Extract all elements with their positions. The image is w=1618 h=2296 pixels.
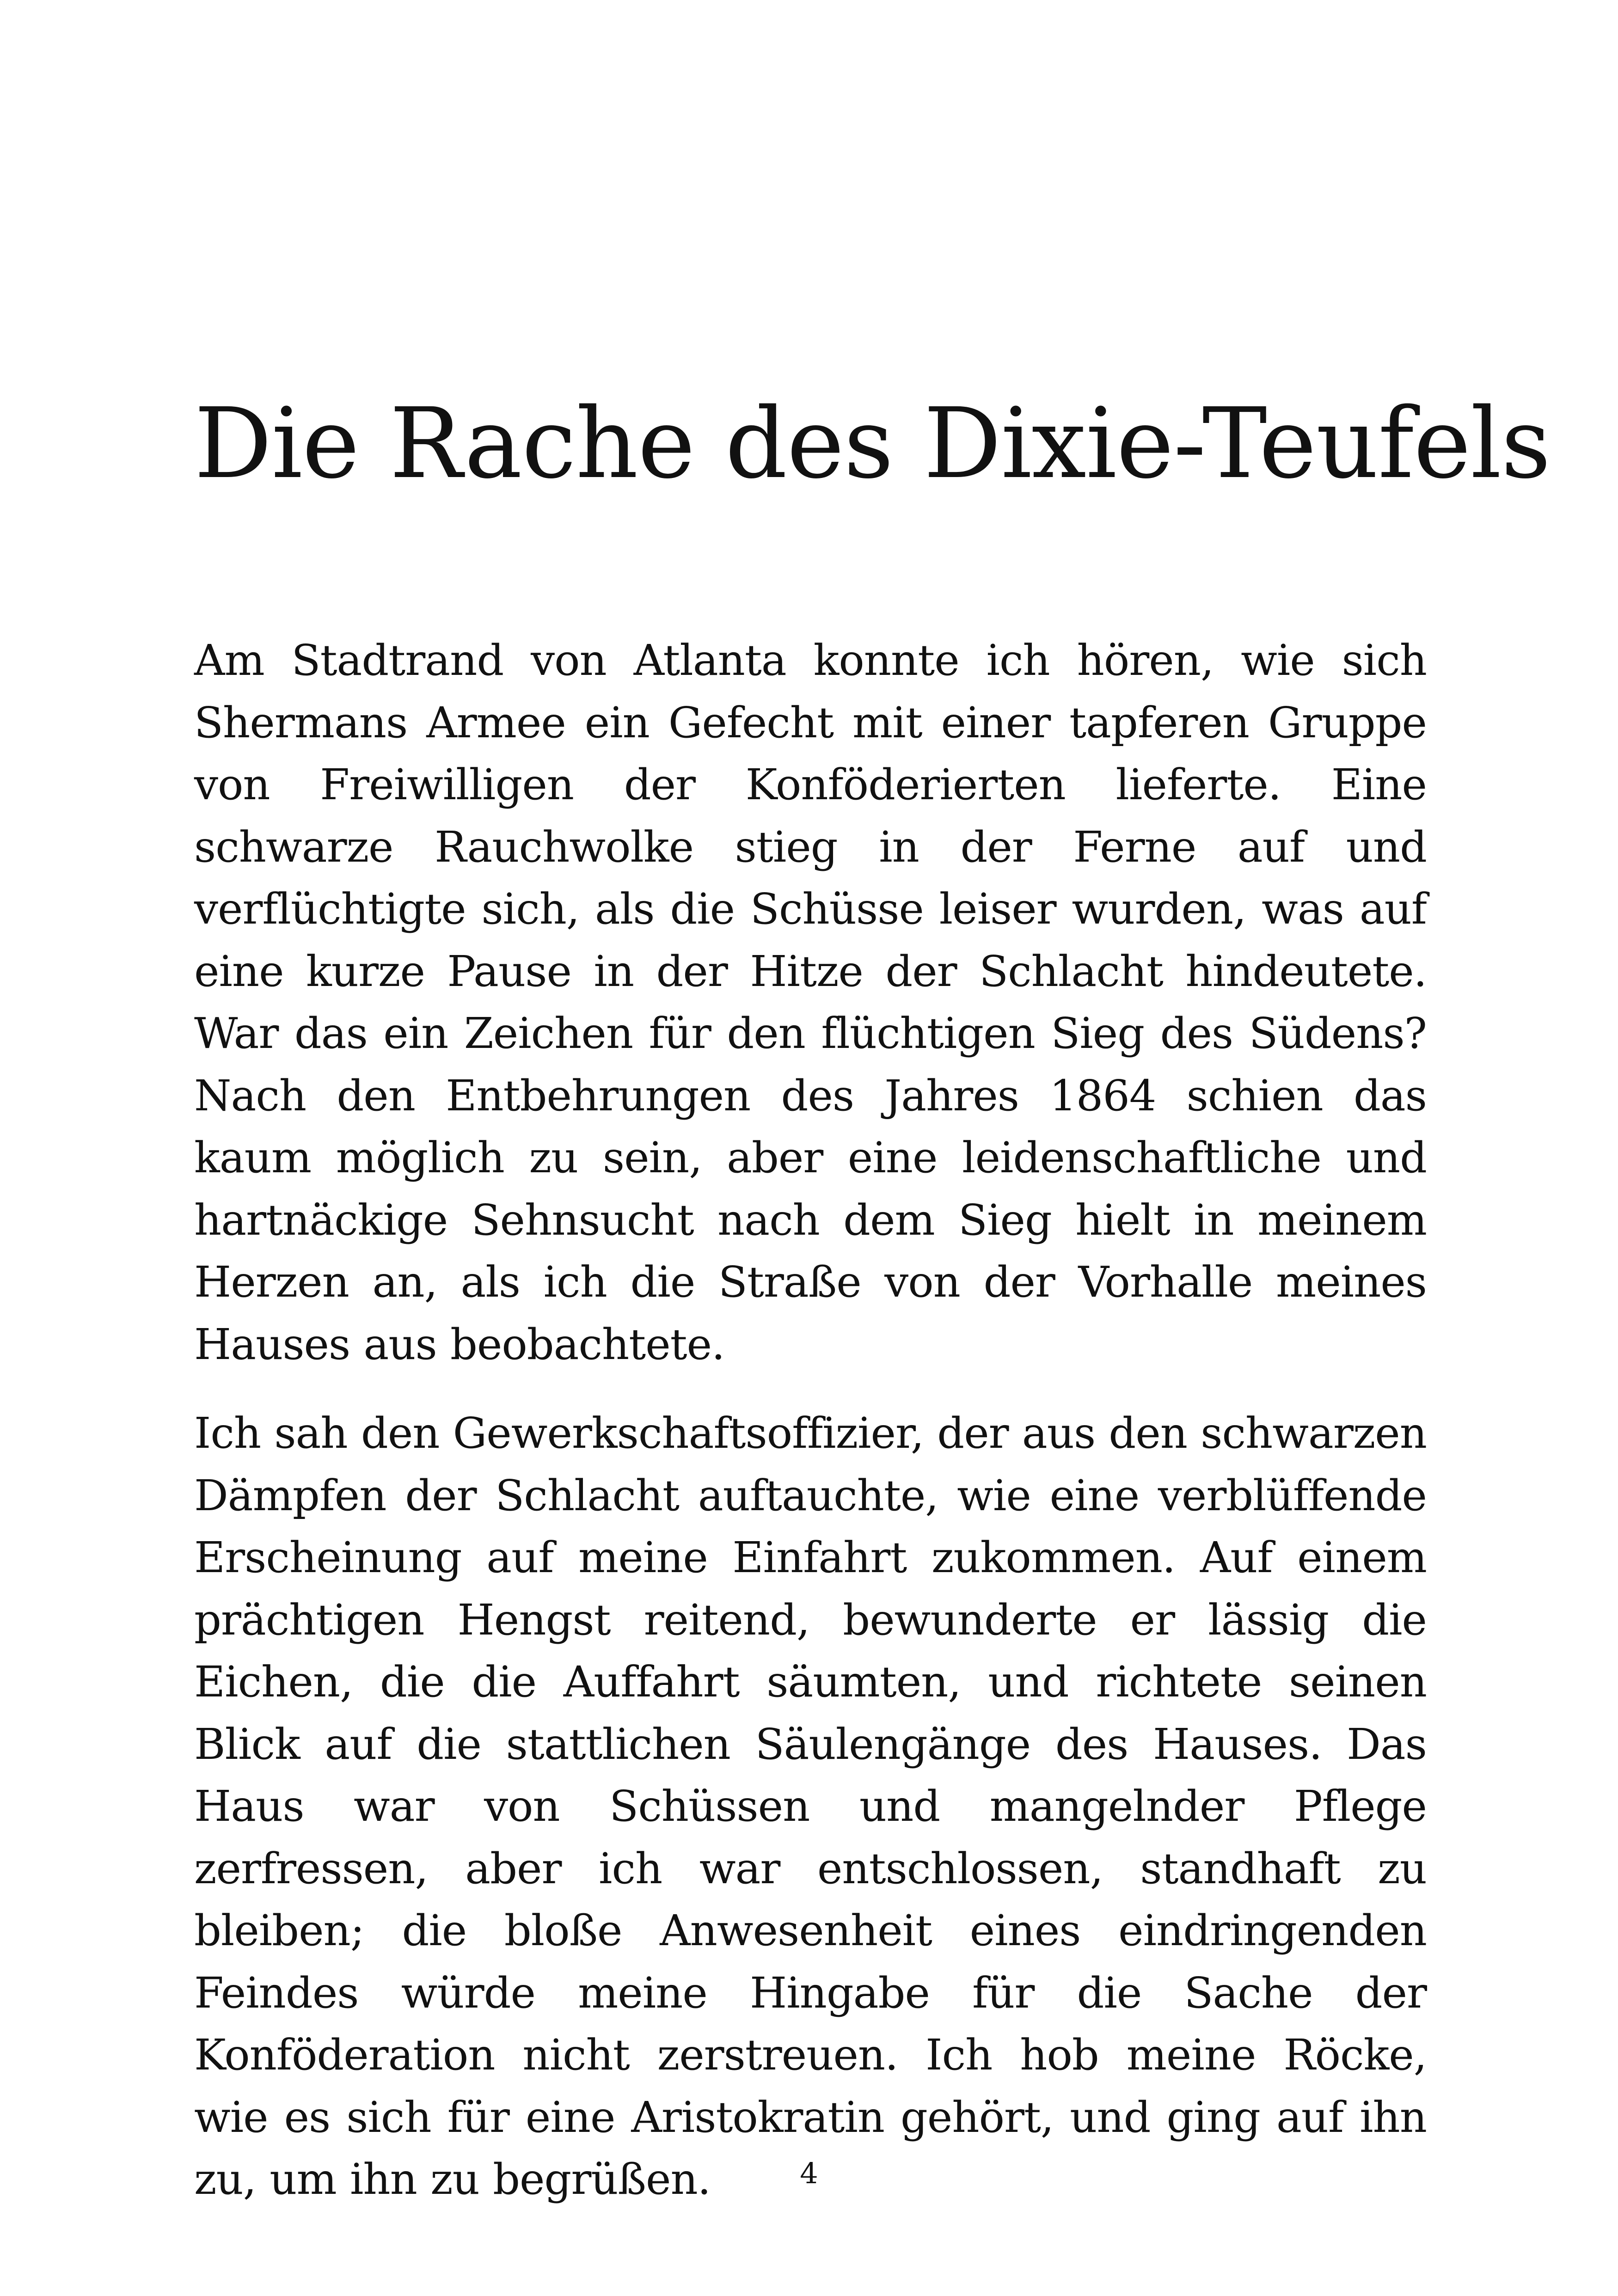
paragraph-1: Am Stadtrand von Atlanta konnte ich hören, wie sich Shermans Armee ein Gefecht mit einer tapferen Gruppe von Freiwilligen der Konföderierten lieferte. Eine schwarze Rauchwolke stieg in der Ferne auf und verflüchtigte sich, als die Schüsse leiser wurden, was auf eine kurze Pause in der Hitze der Schlacht hindeutete. War das ein Zeichen für den flüchtigen Sieg des Südens? Nach den Entbehrungen des Jahres 1864 schien das kaum möglich zu sein, aber eine leidenschaftliche und hartnäckige Sehnsucht nach dem Sieg hielt in meinem Herzen an, als ich die Straße von der Vorhalle meines Hauses aus beobachtete. xyxy=(194,636,1427,1369)
chapter-title: Die Rache des Dixie-Teufels xyxy=(194,387,1551,500)
body-text xyxy=(194,630,1427,2238)
page-number: 4 xyxy=(800,2156,818,2190)
paragraph-2: Ich sah den Gewerkschaftsoffizier, der aus den schwarzen Dämpfen der Schlacht auftauchte, wie eine verblüffende Erscheinung auf meine Einfahrt zukommen. Auf einem prächtigen Hengst reitend, bewunderte er lässig die Eichen, die die Auffahrt säumten, und richtete seinen Blick auf die stattlichen Säulengänge des Hauses. Das Haus war von Schüssen und mangelnder Pflege zerfressen, aber ich war entschlossen, standhaft zu bleiben; die bloße Anwesenheit eines eindringenden Feindes würde meine Hingabe für die Sache der Konföderation nicht zerstreuen. Ich hob meine Röcke, wie es sich für eine Aristokratin gehört, und ging auf ihn zu, um ihn zu begrüßen. xyxy=(194,1408,1427,2204)
